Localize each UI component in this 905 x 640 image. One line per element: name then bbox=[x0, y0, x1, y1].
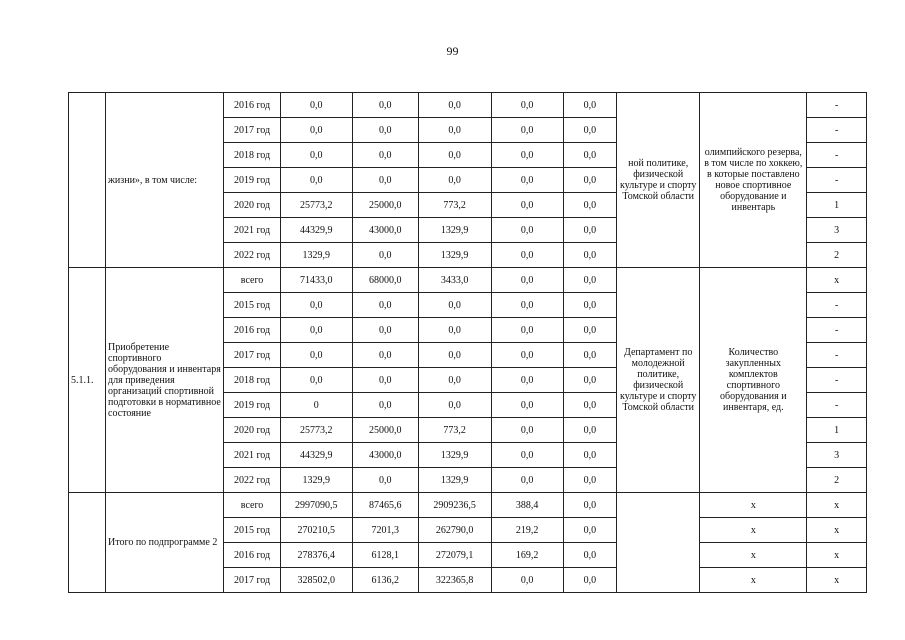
extra-cell: 0,0 bbox=[563, 268, 616, 293]
period-cell: всего bbox=[224, 268, 281, 293]
federal-cell: 0,0 bbox=[352, 318, 418, 343]
local-cell: 0,0 bbox=[491, 568, 563, 593]
period-cell: 2016 год bbox=[224, 93, 281, 118]
period-cell: 2015 год bbox=[224, 518, 281, 543]
value-cell: 1 bbox=[807, 418, 867, 443]
federal-cell: 0,0 bbox=[352, 143, 418, 168]
local-cell: 0,0 bbox=[491, 393, 563, 418]
extra-cell: 0,0 bbox=[563, 118, 616, 143]
item-code: 5.1.1. bbox=[69, 268, 106, 493]
total-cell: 71433,0 bbox=[280, 268, 352, 293]
value-cell: 2 bbox=[807, 243, 867, 268]
regional-cell: 1329,9 bbox=[418, 218, 491, 243]
total-cell: 0,0 bbox=[280, 168, 352, 193]
table-row bbox=[69, 268, 867, 293]
value-cell: 3 bbox=[807, 218, 867, 243]
period-cell: всего bbox=[224, 493, 281, 518]
federal-cell: 0,0 bbox=[352, 368, 418, 393]
regional-cell: 0,0 bbox=[418, 368, 491, 393]
local-cell: 0,0 bbox=[491, 218, 563, 243]
total-cell: 44329,9 bbox=[280, 443, 352, 468]
local-cell: 0,0 bbox=[491, 343, 563, 368]
extra-cell: 0,0 bbox=[563, 193, 616, 218]
extra-cell: 0,0 bbox=[563, 168, 616, 193]
extra-cell: 0,0 bbox=[563, 293, 616, 318]
total-cell: 1329,9 bbox=[280, 468, 352, 493]
indicator-cell: х bbox=[700, 543, 807, 568]
executor-cell: ной политике, физической культуре и спорту Томской области bbox=[617, 93, 700, 268]
federal-cell: 6128,1 bbox=[352, 543, 418, 568]
local-cell: 0,0 bbox=[491, 418, 563, 443]
regional-cell: 1329,9 bbox=[418, 243, 491, 268]
period-cell: 2019 год bbox=[224, 393, 281, 418]
period-cell: 2020 год bbox=[224, 418, 281, 443]
period-cell: 2022 год bbox=[224, 243, 281, 268]
item-name: жизни», в том числе: bbox=[106, 93, 224, 268]
regional-cell: 0,0 bbox=[418, 93, 491, 118]
extra-cell: 0,0 bbox=[563, 318, 616, 343]
regional-cell: 0,0 bbox=[418, 318, 491, 343]
total-cell: 0,0 bbox=[280, 293, 352, 318]
value-cell: 2 bbox=[807, 468, 867, 493]
indicator-cell: олимпийского резерва, в том числе по хоккею, в которые поставлено новое спортивное оборудование и инвентарь bbox=[700, 93, 807, 268]
extra-cell: 0,0 bbox=[563, 368, 616, 393]
federal-cell: 0,0 bbox=[352, 468, 418, 493]
executor-cell: Департамент по молодежной политике, физической культуре и спорту Томской области bbox=[617, 268, 700, 493]
federal-cell: 25000,0 bbox=[352, 193, 418, 218]
total-cell: 328502,0 bbox=[280, 568, 352, 593]
federal-cell: 0,0 bbox=[352, 243, 418, 268]
local-cell: 388,4 bbox=[491, 493, 563, 518]
period-cell: 2017 год bbox=[224, 568, 281, 593]
total-cell: 0,0 bbox=[280, 318, 352, 343]
federal-cell: 0,0 bbox=[352, 168, 418, 193]
budget-table bbox=[68, 92, 867, 593]
period-cell: 2015 год bbox=[224, 293, 281, 318]
value-cell: х bbox=[807, 543, 867, 568]
value-cell: - bbox=[807, 118, 867, 143]
extra-cell: 0,0 bbox=[563, 443, 616, 468]
indicator-cell: х bbox=[700, 568, 807, 593]
local-cell: 0,0 bbox=[491, 93, 563, 118]
period-cell: 2018 год bbox=[224, 368, 281, 393]
regional-cell: 0,0 bbox=[418, 293, 491, 318]
value-cell: - bbox=[807, 368, 867, 393]
period-cell: 2017 год bbox=[224, 118, 281, 143]
local-cell: 0,0 bbox=[491, 268, 563, 293]
table-row bbox=[69, 93, 867, 118]
regional-cell: 3433,0 bbox=[418, 268, 491, 293]
extra-cell: 0,0 bbox=[563, 543, 616, 568]
regional-cell: 1329,9 bbox=[418, 468, 491, 493]
local-cell: 0,0 bbox=[491, 368, 563, 393]
extra-cell: 0,0 bbox=[563, 493, 616, 518]
value-cell: - bbox=[807, 93, 867, 118]
total-cell: 0,0 bbox=[280, 93, 352, 118]
value-cell: х bbox=[807, 268, 867, 293]
value-cell: - bbox=[807, 168, 867, 193]
regional-cell: 0,0 bbox=[418, 118, 491, 143]
total-cell: 278376,4 bbox=[280, 543, 352, 568]
period-cell: 2022 год bbox=[224, 468, 281, 493]
regional-cell: 272079,1 bbox=[418, 543, 491, 568]
total-cell: 25773,2 bbox=[280, 193, 352, 218]
value-cell: - bbox=[807, 343, 867, 368]
regional-cell: 322365,8 bbox=[418, 568, 491, 593]
federal-cell: 0,0 bbox=[352, 118, 418, 143]
extra-cell: 0,0 bbox=[563, 93, 616, 118]
regional-cell: 773,2 bbox=[418, 418, 491, 443]
total-cell: 0,0 bbox=[280, 343, 352, 368]
value-cell: 1 bbox=[807, 193, 867, 218]
value-cell: х bbox=[807, 568, 867, 593]
indicator-cell: Количество закупленных комплектов спортивного оборудования и инвентаря, ед. bbox=[700, 268, 807, 493]
total-cell: 44329,9 bbox=[280, 218, 352, 243]
federal-cell: 43000,0 bbox=[352, 443, 418, 468]
value-cell: 3 bbox=[807, 443, 867, 468]
extra-cell: 0,0 bbox=[563, 343, 616, 368]
indicator-cell: х bbox=[700, 493, 807, 518]
local-cell: 0,0 bbox=[491, 318, 563, 343]
local-cell: 0,0 bbox=[491, 143, 563, 168]
total-cell: 1329,9 bbox=[280, 243, 352, 268]
value-cell: х bbox=[807, 493, 867, 518]
total-cell: 0,0 bbox=[280, 143, 352, 168]
period-cell: 2017 год bbox=[224, 343, 281, 368]
extra-cell: 0,0 bbox=[563, 518, 616, 543]
federal-cell: 0,0 bbox=[352, 93, 418, 118]
item-name: Приобретение спортивного оборудования и инвентаря для приведения организаций спортивной подготовки в нормативное состояние bbox=[106, 268, 224, 493]
federal-cell: 6136,2 bbox=[352, 568, 418, 593]
extra-cell: 0,0 bbox=[563, 468, 616, 493]
period-cell: 2021 год bbox=[224, 443, 281, 468]
period-cell: 2018 год bbox=[224, 143, 281, 168]
federal-cell: 87465,6 bbox=[352, 493, 418, 518]
item-name: Итого по подпрограмме 2 bbox=[106, 493, 224, 593]
total-cell: 0 bbox=[280, 393, 352, 418]
table-row bbox=[69, 493, 867, 518]
total-cell: 25773,2 bbox=[280, 418, 352, 443]
local-cell: 0,0 bbox=[491, 293, 563, 318]
regional-cell: 0,0 bbox=[418, 168, 491, 193]
extra-cell: 0,0 bbox=[563, 568, 616, 593]
value-cell: - bbox=[807, 143, 867, 168]
period-cell: 2016 год bbox=[224, 318, 281, 343]
extra-cell: 0,0 bbox=[563, 218, 616, 243]
page-number: 99 bbox=[446, 44, 459, 58]
total-cell: 0,0 bbox=[280, 368, 352, 393]
local-cell: 0,0 bbox=[491, 243, 563, 268]
period-cell: 2016 год bbox=[224, 543, 281, 568]
value-cell: - bbox=[807, 318, 867, 343]
regional-cell: 0,0 bbox=[418, 393, 491, 418]
regional-cell: 0,0 bbox=[418, 343, 491, 368]
indicator-cell: х bbox=[700, 518, 807, 543]
federal-cell: 7201,3 bbox=[352, 518, 418, 543]
item-code bbox=[69, 93, 106, 268]
value-cell: х bbox=[807, 518, 867, 543]
extra-cell: 0,0 bbox=[563, 243, 616, 268]
local-cell: 0,0 bbox=[491, 193, 563, 218]
extra-cell: 0,0 bbox=[563, 143, 616, 168]
regional-cell: 773,2 bbox=[418, 193, 491, 218]
total-cell: 270210,5 bbox=[280, 518, 352, 543]
executor-cell bbox=[617, 493, 700, 593]
period-cell: 2021 год bbox=[224, 218, 281, 243]
regional-cell: 2909236,5 bbox=[418, 493, 491, 518]
period-cell: 2020 год bbox=[224, 193, 281, 218]
local-cell: 0,0 bbox=[491, 468, 563, 493]
federal-cell: 25000,0 bbox=[352, 418, 418, 443]
federal-cell: 0,0 bbox=[352, 293, 418, 318]
value-cell: - bbox=[807, 393, 867, 418]
federal-cell: 68000,0 bbox=[352, 268, 418, 293]
extra-cell: 0,0 bbox=[563, 393, 616, 418]
period-cell: 2019 год bbox=[224, 168, 281, 193]
local-cell: 219,2 bbox=[491, 518, 563, 543]
total-cell: 0,0 bbox=[280, 118, 352, 143]
local-cell: 0,0 bbox=[491, 168, 563, 193]
regional-cell: 0,0 bbox=[418, 143, 491, 168]
local-cell: 169,2 bbox=[491, 543, 563, 568]
federal-cell: 0,0 bbox=[352, 343, 418, 368]
total-cell: 2997090,5 bbox=[280, 493, 352, 518]
federal-cell: 0,0 bbox=[352, 393, 418, 418]
regional-cell: 262790,0 bbox=[418, 518, 491, 543]
local-cell: 0,0 bbox=[491, 443, 563, 468]
local-cell: 0,0 bbox=[491, 118, 563, 143]
extra-cell: 0,0 bbox=[563, 418, 616, 443]
federal-cell: 43000,0 bbox=[352, 218, 418, 243]
regional-cell: 1329,9 bbox=[418, 443, 491, 468]
item-code bbox=[69, 493, 106, 593]
value-cell: - bbox=[807, 293, 867, 318]
